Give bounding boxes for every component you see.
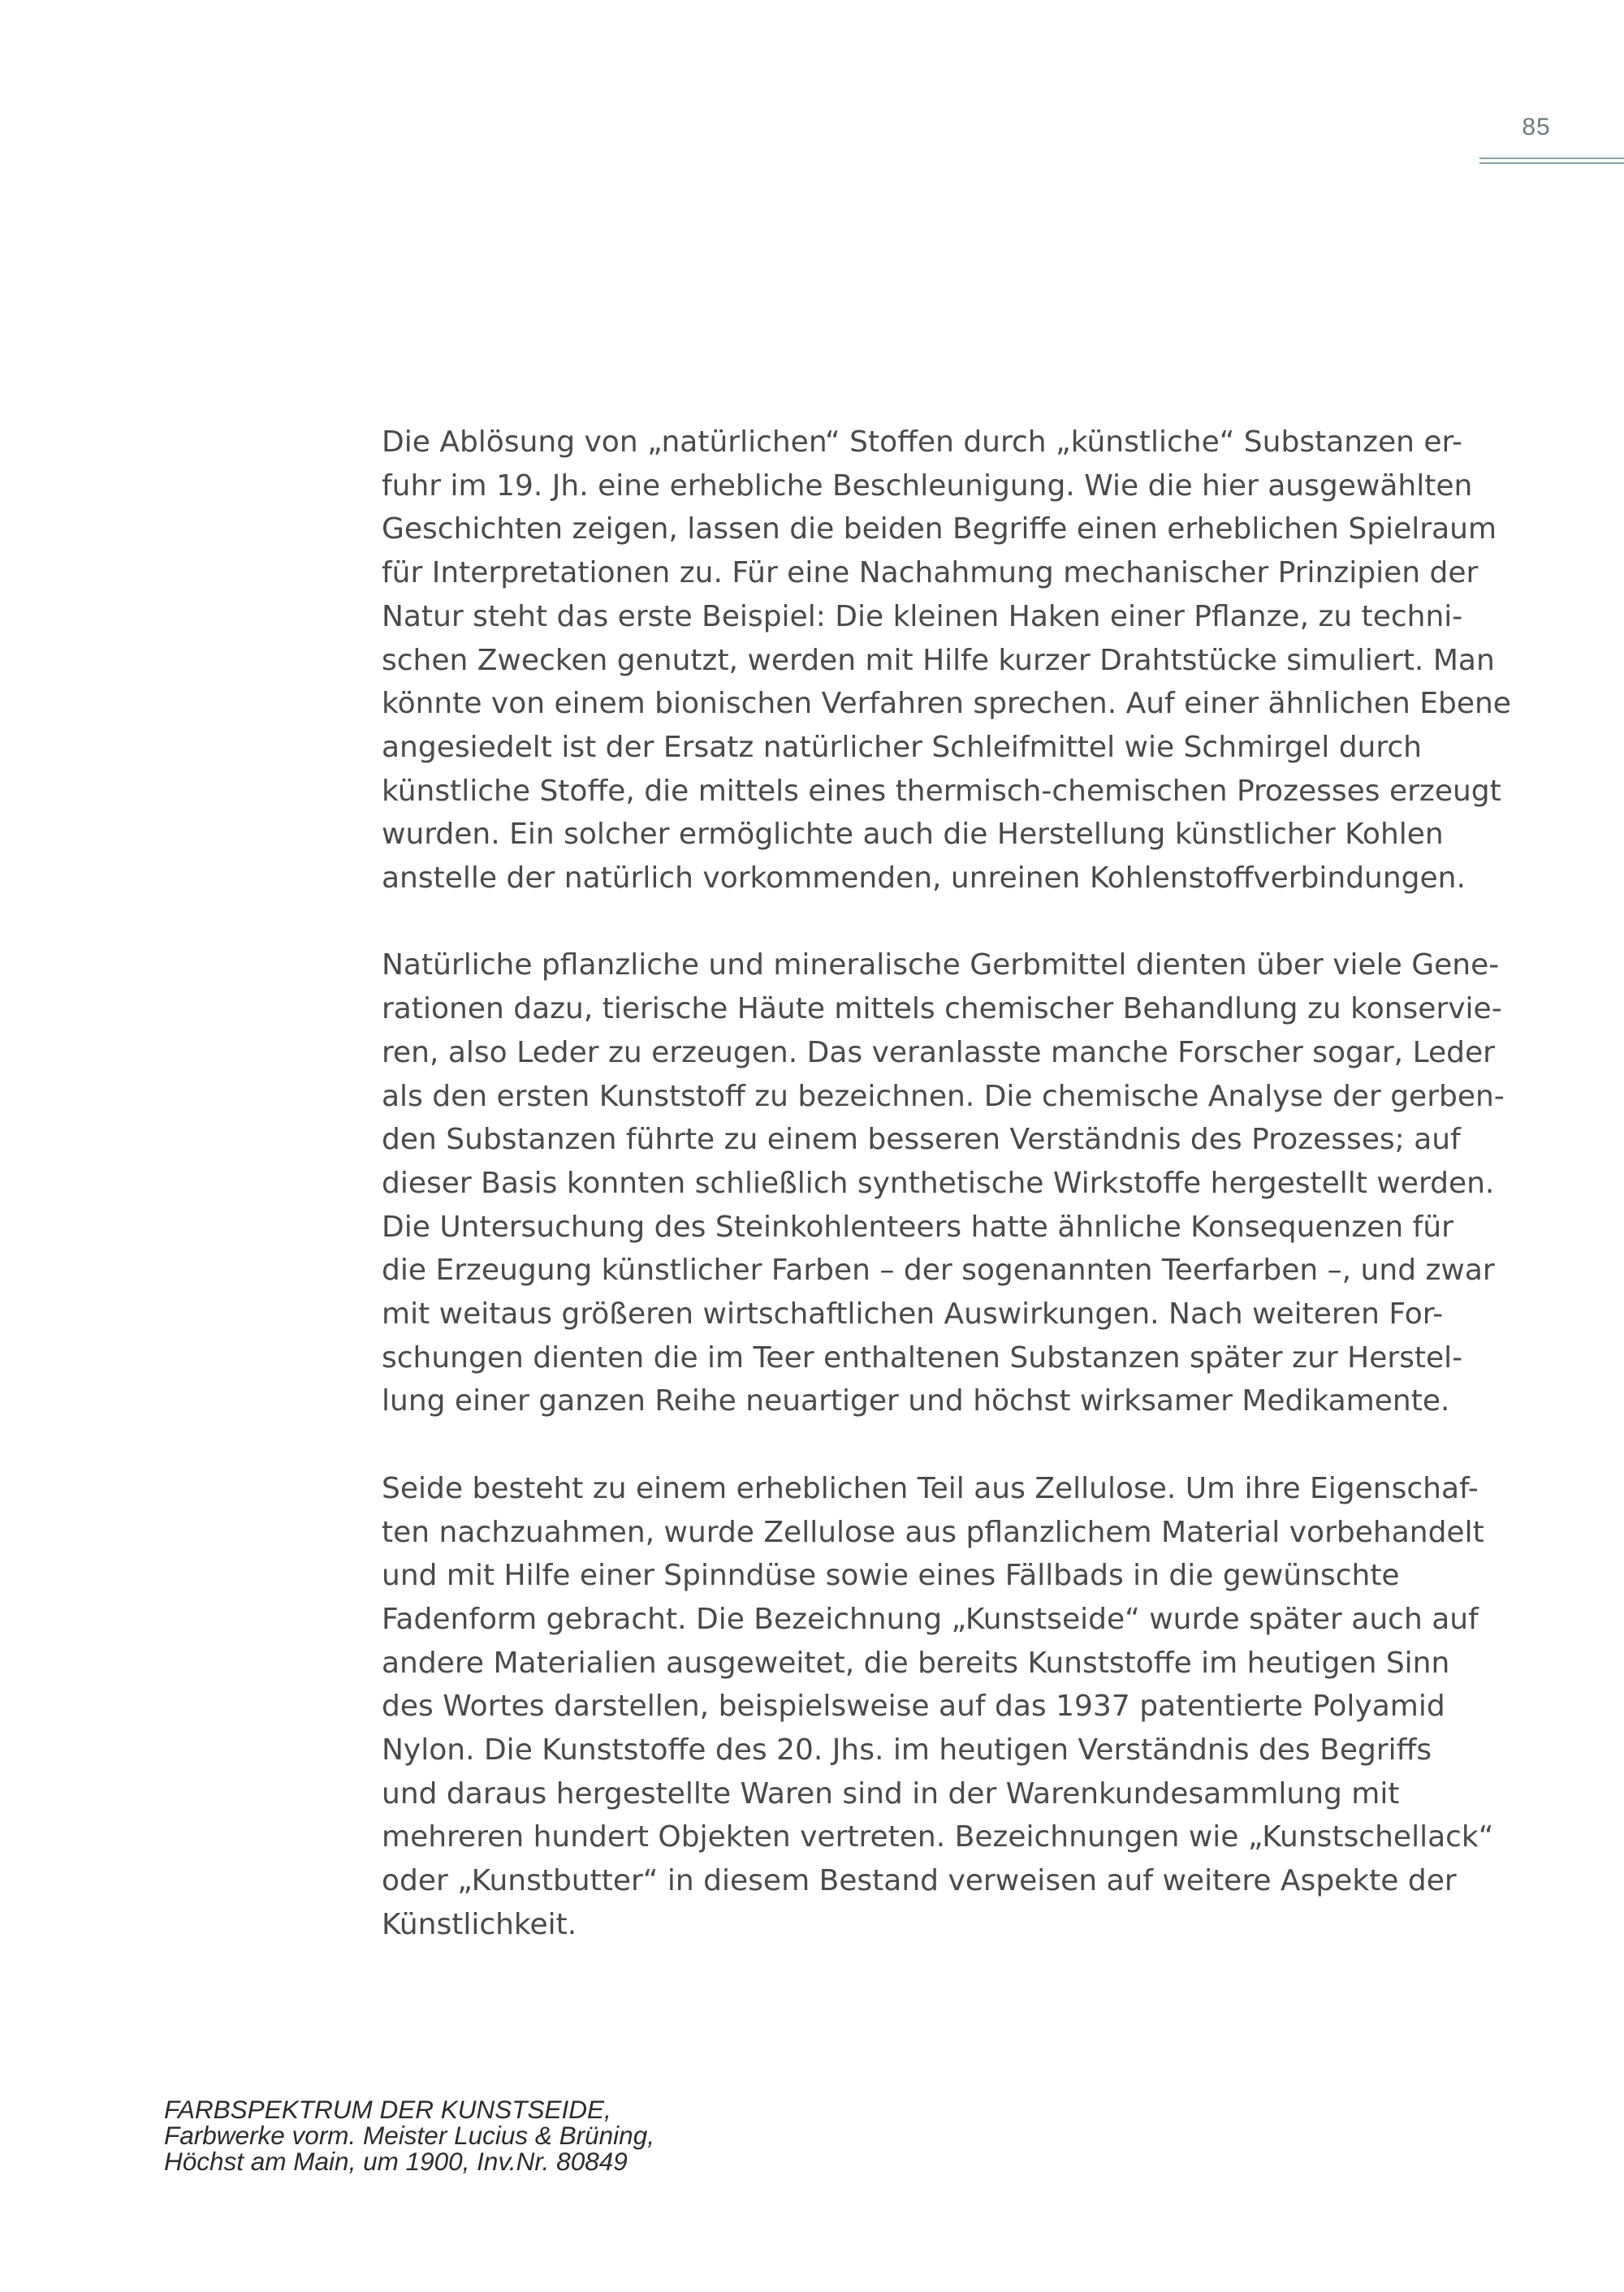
- text-line: ten nachzuahmen, wurde Zellulose aus pflanzlichem Material vorbehandelt: [382, 1515, 1484, 1549]
- header-rule-bottom: [1479, 162, 1624, 164]
- page-number: 85: [1522, 114, 1551, 140]
- text-line: fuhr im 19. Jh. eine erhebliche Beschleunigung. Wie die hier ausgewählten: [382, 468, 1473, 503]
- header-rule-top: [1479, 158, 1624, 159]
- text-line: wurden. Ein solcher ermöglichte auch die Herstellung künstlicher Kohlen: [382, 818, 1444, 852]
- text-line: andere Materialien ausgeweitet, die bereits Kunststoffe im heutigen Sinn: [382, 1646, 1450, 1680]
- text-line: ren, also Leder zu erzeugen. Das veranlasste manche Forscher sogar, Leder: [382, 1035, 1495, 1069]
- text-line: die Erzeugung künstlicher Farben – der sogenannten Teerfarben –, und zwar: [382, 1254, 1495, 1288]
- text-line: schen Zwecken genutzt, werden mit Hilfe kurzer Drahtstücke simuliert. Man: [382, 643, 1495, 677]
- text-line: schungen dienten die im Teer enthaltenen Substanzen später zur Herstel-: [382, 1340, 1463, 1375]
- text-line: Natur steht das erste Beispiel: Die kleinen Haken einer Pflanze, zu techni-: [382, 599, 1463, 633]
- text-line: Natürliche pflanzliche und mineralische Gerbmittel dienten über viele Gene-: [382, 948, 1500, 982]
- caption-place-date-inventory: Höchst am Main, um 1900, Inv.Nr. 80849: [164, 2147, 628, 2176]
- text-line: den Substanzen führte zu einem besseren Verständnis des Prozesses; auf: [382, 1123, 1461, 1157]
- text-line: als den ersten Kunststoff zu bezeichnen. Die chemische Analyse der gerben-: [382, 1079, 1505, 1113]
- text-line: oder „Kunstbutter“ in diesem Bestand verweisen auf weitere Aspekte der: [382, 1864, 1457, 1898]
- text-line: dieser Basis konnten schließlich synthetische Wirkstoffe hergestellt werden.: [382, 1166, 1495, 1200]
- paragraph: [382, 421, 1511, 900]
- text-line: angesiedelt ist der Ersatz natürlicher Schleifmittel wie Schmirgel durch: [382, 730, 1422, 764]
- text-line: anstelle der natürlich vorkommenden, unreinen Kohlenstoffverbindungen.: [382, 861, 1466, 896]
- text-line: künstliche Stoffe, die mittels eines thermisch-chemischen Prozesses erzeugt: [382, 774, 1501, 808]
- paragraph: [382, 1467, 1494, 1947]
- text-line: Die Untersuchung des Steinkohlenteers hatte ähnliche Konsequenzen für: [382, 1210, 1453, 1244]
- text-line: lung einer ganzen Reihe neuartiger und höchst wirksamer Medikamente.: [382, 1384, 1450, 1418]
- text-line: könnte von einem bionischen Verfahren sprechen. Auf einer ähnlichen Ebene: [382, 687, 1511, 721]
- text-line: Die Ablösung von „natürlichen“ Stoffen durch „künstliche“ Substanzen er-: [382, 425, 1463, 459]
- text-line: Seide besteht zu einem erheblichen Teil aus Zellulose. Um ihre Eigenschaf-: [382, 1471, 1479, 1505]
- paragraph: [382, 943, 1505, 1423]
- text-line: für Interpretationen zu. Für eine Nachahmung mechanischer Prinzipien der: [382, 556, 1479, 590]
- image-caption: [164, 2096, 895, 2174]
- text-line: Nylon. Die Kunststoffe des 20. Jhs. im heutigen Verständnis des Begriffs: [382, 1733, 1432, 1768]
- text-line: mit weitaus größeren wirtschaftlichen Auswirkungen. Nach weiteren For-: [382, 1297, 1444, 1332]
- caption-title: FARBSPEKTRUM DER KUNSTSEIDE,: [164, 2095, 611, 2124]
- text-line: und mit Hilfe einer Spinndüse sowie eines Fällbads in die gewünschte: [382, 1559, 1400, 1593]
- text-line: mehreren hundert Objekten vertreten. Bezeichnungen wie „Kunstschellack“: [382, 1820, 1494, 1854]
- text-line: Geschichten zeigen, lassen die beiden Begriffe einen erheblichen Spielraum: [382, 512, 1497, 546]
- caption-maker: Farbwerke vorm. Meister Lucius & Brüning,: [164, 2121, 654, 2150]
- body-text: [382, 421, 1511, 1990]
- text-line: und daraus hergestellte Waren sind in der Warenkundesammlung mit: [382, 1776, 1400, 1811]
- text-line: Künstlichkeit.: [382, 1907, 577, 1941]
- text-line: des Wortes darstellen, beispielsweise auf das 1937 patentierte Polyamid: [382, 1690, 1445, 1724]
- text-line: rationen dazu, tierische Häute mittels chemischer Behandlung zu konservie-: [382, 992, 1502, 1026]
- text-line: Fadenform gebracht. Die Bezeichnung „Kunstseide“ wurde später auch auf: [382, 1602, 1479, 1636]
